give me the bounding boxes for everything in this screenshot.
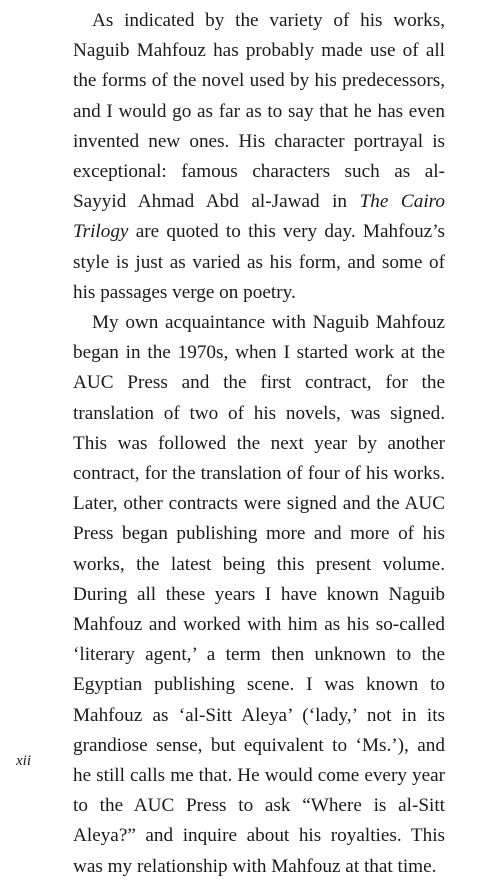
book-title-cairo-trilogy: The Cairo Trilogy bbox=[73, 191, 445, 243]
paragraph-1-text-a: As indicated by the variety of his works, Naguib Mahfouz has probably made use of all the forms of the novel used by his predecessors, and I would go as far as to say that he has even invented new ones. His character portrayal is exceptional: famous characters such as al-Sayyid Ahmad Abd al-Jawad in bbox=[73, 10, 445, 213]
page-body bbox=[73, 6, 445, 882]
paragraph-1-text-b: are quoted to this very day. Mahfouz’s style is just as varied as his form, and some of his passages verge on poetry. bbox=[73, 221, 445, 303]
page-number: xii bbox=[16, 753, 31, 769]
paragraph-2 bbox=[73, 308, 445, 882]
paragraph-2-text: My own acquaintance with Naguib Mahfouz began in the 1970s, when I started work at the AUC Press and the first contract, for the translation of two of his novels, was signed. This was followed the next year by another contract, for the translation of four of his works. Later, other contracts were signed and the AUC Press began publishing more and more of his works, the latest being this present volume. During all these years I have known Naguib Mahfouz and worked with him as his so-called ‘literary agent,’ a term then unknown to the Egyptian publishing scene. I was known to Mahfouz as ‘al-Sitt Aleya’ (‘lady,’ not in its grandiose sense, but equivalent to ‘Ms.’), and he still calls me that. He would come every year to the AUC Press to ask “Where is al-Sitt Aleya?” and inquire about his royalties. This was my relationship with Mahfouz at that time. bbox=[73, 312, 445, 877]
paragraph-1 bbox=[73, 6, 445, 308]
